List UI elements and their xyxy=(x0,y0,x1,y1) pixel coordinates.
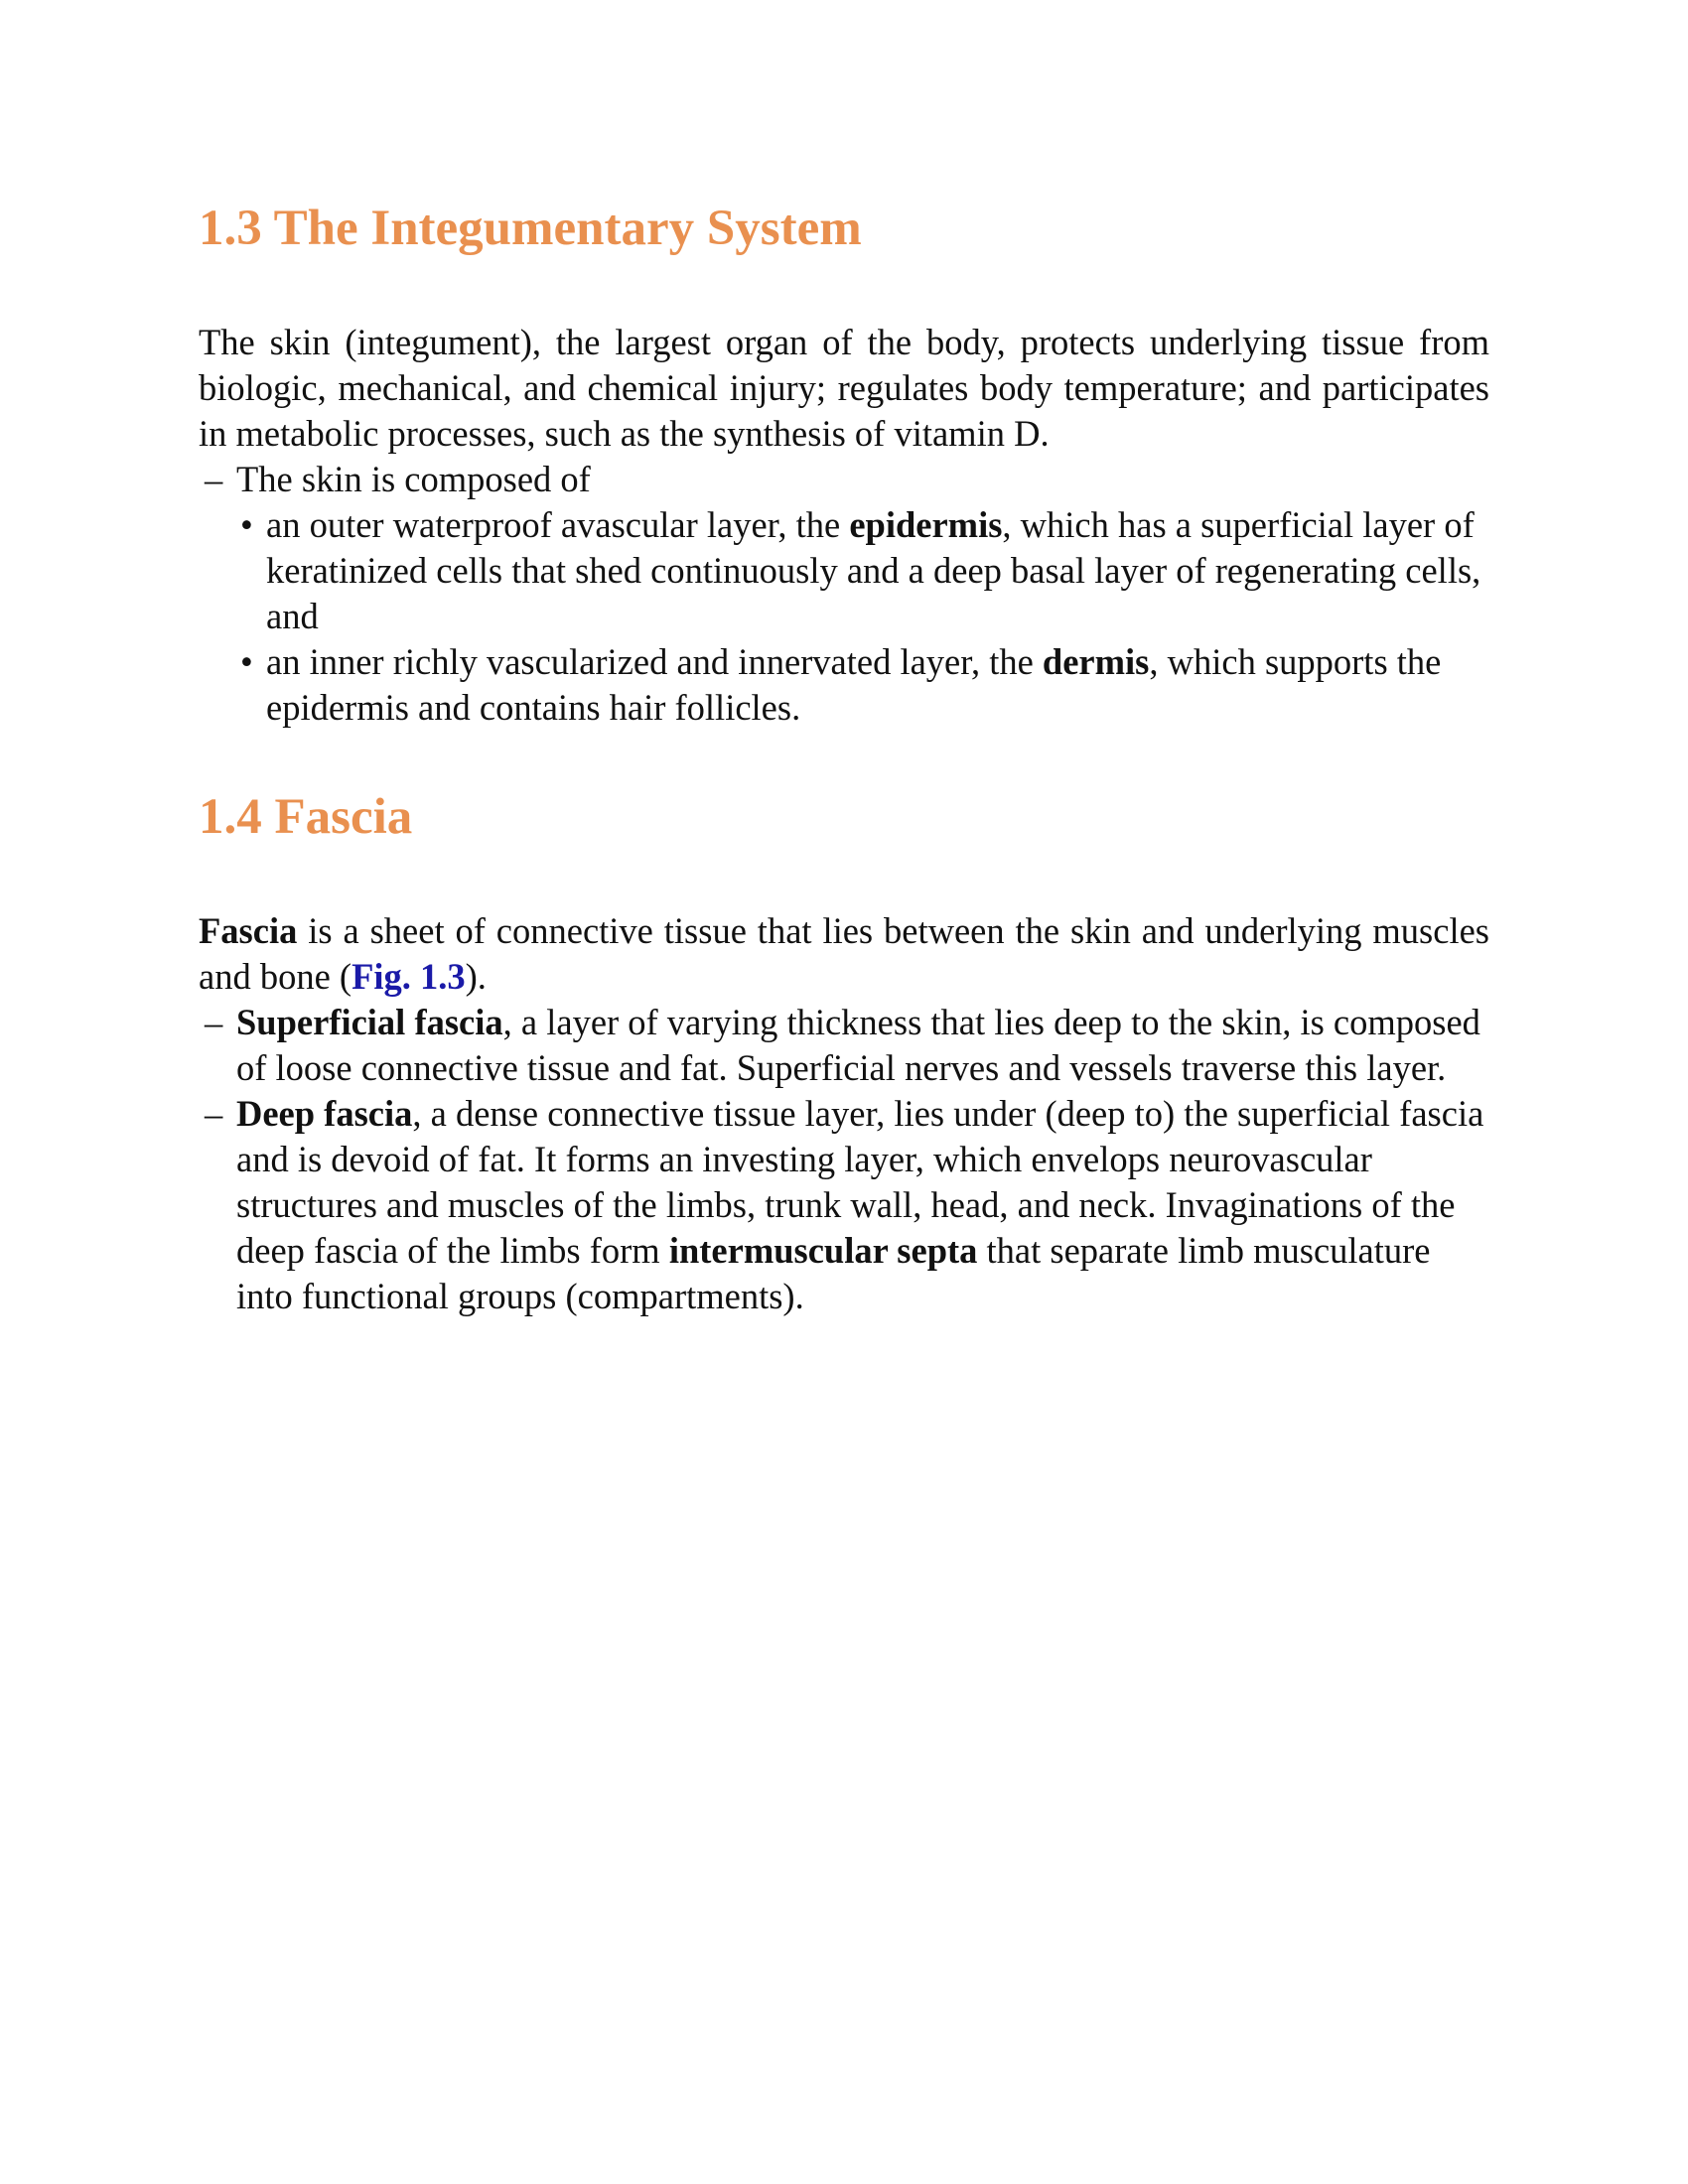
bullet-mark: • xyxy=(240,504,253,545)
term-deep-fascia: Deep fascia xyxy=(236,1093,413,1134)
bullet-text: an inner richly vascularized and innervated layer, the xyxy=(266,641,1043,682)
bullet-item-dermis xyxy=(199,639,1489,731)
dash-list-item: – The skin is composed of xyxy=(199,457,1489,502)
intro-paragraph: The skin (integument), the largest organ of the body, protects underlying tissue from biologic, mechanical, and chemical injury; regulates body temperature; and participates in metabolic processes, such as the synthesis of vitamin D. xyxy=(199,322,1489,454)
section-body-integumentary xyxy=(199,320,1489,731)
intro-text: is a sheet of connective tissue that lies between the skin and underlying muscles and bone ( xyxy=(199,910,1489,997)
bullet-text: , which supports the epidermis and contains hair follicles. xyxy=(266,641,1442,728)
term-epidermis: epidermis xyxy=(849,504,1003,545)
fascia-intro-paragraph xyxy=(199,908,1489,1000)
bullet-text: an outer waterproof avascular layer, the xyxy=(266,504,850,545)
item-text: that separate limb musculature into functional groups (compartments). xyxy=(236,1230,1431,1316)
intro-end: ). xyxy=(465,956,487,997)
figure-link[interactable]: Fig. 1.3 xyxy=(352,956,466,997)
item-text: , a dense connective tissue layer, lies under (deep to) the superficial fascia and is devoid of fat. It forms an investing layer, which envelops neurovascular structures and muscles of the limbs, trunk wall, head, and neck. Invaginations of the deep fascia of the limbs form xyxy=(236,1093,1484,1271)
bullet-item-epidermis xyxy=(199,502,1489,639)
section-body-fascia xyxy=(199,908,1489,1319)
dash-item-deep-fascia xyxy=(199,1091,1489,1319)
term-superficial-fascia: Superficial fascia xyxy=(236,1002,503,1042)
section-heading-fascia: 1.4 Fascia xyxy=(199,789,413,845)
dash-item-superficial-fascia xyxy=(199,1000,1489,1091)
bullet-text: , which has a superficial layer of keratinized cells that shed continuously and a deep basal layer of regenerating cells, and xyxy=(266,504,1481,636)
term-dermis: dermis xyxy=(1042,641,1150,682)
section-heading-integumentary: 1.3 The Integumentary System xyxy=(199,201,862,256)
term-fascia: Fascia xyxy=(199,910,298,951)
term-intermuscular-septa: intermuscular septa xyxy=(668,1230,978,1271)
item-text: , a layer of varying thickness that lies deep to the skin, is composed of loose connective tissue and fat. Superficial nerves and vessels traverse this layer. xyxy=(236,1002,1480,1088)
bullet-mark: • xyxy=(240,641,253,682)
